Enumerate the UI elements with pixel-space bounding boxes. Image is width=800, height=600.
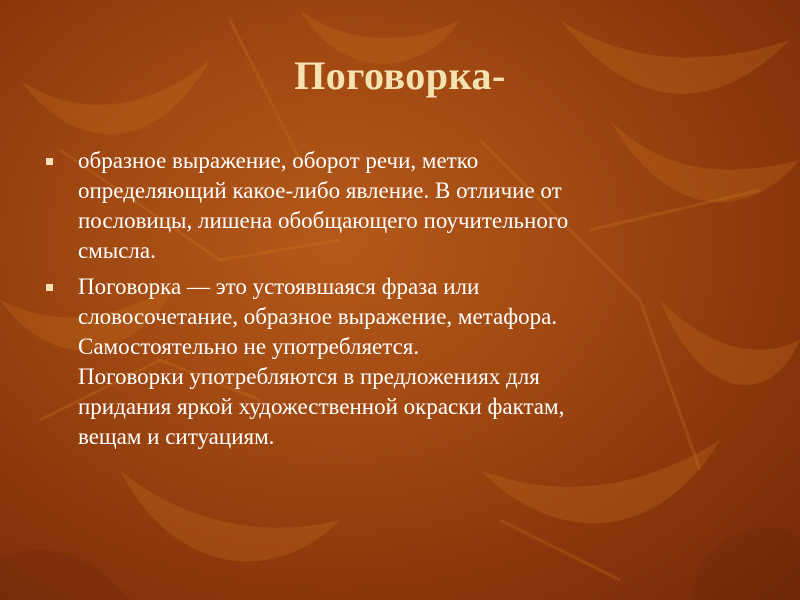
bullet-item <box>46 272 766 452</box>
bullet-text-line: Самостоятельно не употребляется. <box>78 334 420 359</box>
bullet-text-line: Поговорки употребляются в предложениях для <box>78 364 540 389</box>
square-bullet-icon <box>46 158 53 165</box>
bullet-text-line: придания яркой художественной окраски фактам, <box>78 394 565 419</box>
bullet-list <box>46 146 766 458</box>
bullet-text-line: пословицы, лишена обобщающего поучительного <box>78 208 569 233</box>
bullet-item <box>46 146 766 266</box>
slide-title: Поговорка- <box>294 53 506 98</box>
bullet-text-line: определяющий какое-либо явление. В отличие от <box>78 178 562 203</box>
square-bullet-icon <box>46 284 53 291</box>
bullet-text-line: смысла. <box>78 238 156 263</box>
bullet-text-line: Поговорка — это устоявшаяся фраза или <box>78 274 480 299</box>
bullet-text-line: образное выражение, оборот речи, метко <box>78 148 479 173</box>
bullet-text-line: словосочетание, образное выражение, метафора. <box>78 304 558 329</box>
bullet-text-line: вещам и ситуациям. <box>78 424 275 449</box>
